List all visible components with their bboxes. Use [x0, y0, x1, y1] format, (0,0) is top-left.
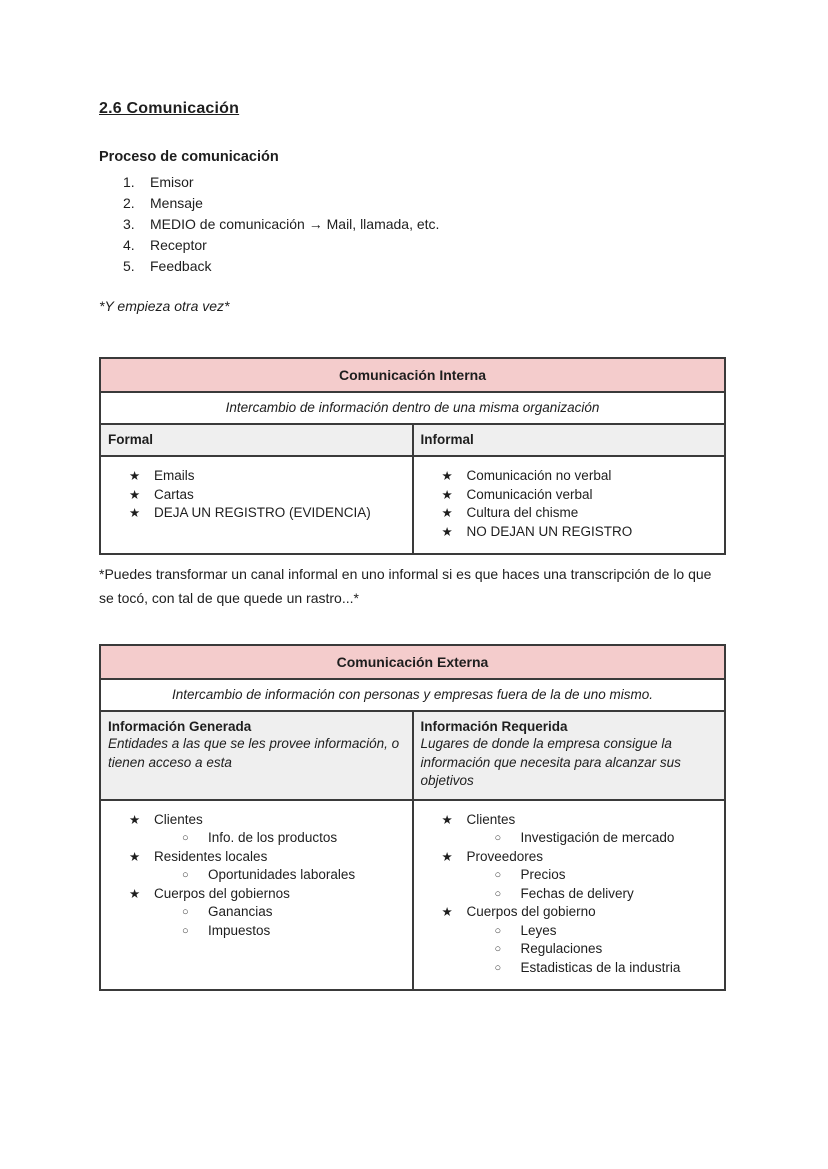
circle-bullet-icon: ○ [494, 924, 502, 937]
step-text: Emisor [150, 174, 194, 190]
formal-list [101, 467, 408, 523]
star-bullet-icon: ★ [441, 487, 453, 502]
table-interna-subtitle: Intercambio de información dentro de una misma organización [100, 392, 725, 424]
list-item [101, 848, 408, 867]
list-subitem [101, 866, 408, 885]
star-bullet-icon: ★ [129, 469, 141, 483]
column-header-text: Información Requerida [420, 719, 568, 734]
informal-list [414, 467, 721, 541]
column-header-info-requerida [413, 711, 726, 800]
list-subitem-text: Impuestos [208, 922, 271, 938]
circle-bullet-icon: ○ [494, 887, 502, 900]
list-item [414, 486, 721, 505]
list-item [414, 523, 721, 542]
list-item-text: DEJA UN REGISTRO (EVIDENCIA) [154, 505, 371, 520]
list-item-text: Comunicación verbal [466, 486, 593, 502]
list-subitem-text: Leyes [520, 922, 557, 938]
list-item [414, 504, 721, 523]
circle-bullet-icon: ○ [494, 943, 502, 955]
circle-bullet-icon: ○ [494, 832, 502, 844]
column-header-formal: Formal [100, 424, 413, 456]
list-subitem-text: Investigación de mercado [520, 830, 675, 845]
list-item-text: Proveedores [466, 848, 544, 864]
step-number: 1. [123, 174, 135, 190]
star-bullet-icon: ★ [129, 506, 141, 520]
table-externa-title: Comunicación Externa [100, 645, 725, 679]
list-subitem-text: Precios [520, 867, 566, 882]
circle-bullet-icon: ○ [182, 869, 189, 881]
column-description: Lugares de donde la empresa consigue la información que necesita para alcanzar sus objetivos [420, 736, 681, 788]
list-subitem [414, 829, 721, 848]
list-subitem-text: Fechas de delivery [520, 885, 634, 901]
cell-formal-items [100, 456, 413, 554]
list-subitem [101, 829, 408, 848]
star-bullet-icon: ★ [441, 469, 453, 483]
list-subitem-text: Ganancias [208, 904, 273, 919]
circle-bullet-icon: ○ [182, 906, 189, 918]
table-externa-subtitle: Intercambio de información con personas y empresas fuera de la de uno mismo. [100, 679, 725, 711]
process-steps-list [99, 172, 728, 277]
list-subitem-text: Regulaciones [520, 941, 603, 956]
list-subitem [101, 922, 408, 941]
process-step [99, 235, 728, 256]
list-subitem [414, 959, 721, 978]
list-subitem-text: Estadisticas de la industria [520, 959, 681, 975]
list-item [101, 467, 408, 486]
list-item [101, 885, 408, 904]
list-item [414, 848, 721, 867]
note-transform: *Puedes transformar un canal informal en uno informal si es que haces una transcripción de lo que se tocó, con tal de que quede un rastro...* [99, 566, 712, 606]
column-header-info-generada [100, 711, 413, 800]
list-item-text: Emails [154, 468, 195, 483]
circle-bullet-icon: ○ [182, 924, 189, 937]
step-text: Feedback [150, 258, 212, 274]
list-item-text: Comunicación no verbal [466, 468, 612, 483]
circle-bullet-icon: ○ [494, 869, 502, 881]
column-header-informal: Informal [413, 424, 726, 456]
step-number: 5. [123, 258, 135, 274]
note-restart: *Y empieza otra vez* [99, 298, 230, 314]
step-number: 2. [123, 195, 135, 211]
list-subitem-text: Oportunidades laborales [208, 867, 356, 882]
star-bullet-icon: ★ [129, 849, 141, 864]
list-item-text: Clientes [154, 811, 203, 827]
step-text: MEDIO de comunicación → Mail, llamada, etc. [150, 216, 440, 232]
circle-bullet-icon: ○ [494, 961, 502, 974]
list-subitem [414, 885, 721, 904]
column-header-text: Información Generada [108, 719, 252, 734]
list-subitem [414, 866, 721, 885]
list-item-text: Cartas [154, 486, 194, 502]
star-bullet-icon: ★ [129, 487, 141, 502]
step-text: Mensaje [150, 195, 203, 211]
list-item [101, 811, 408, 830]
star-bullet-icon: ★ [441, 524, 453, 539]
list-subitem [414, 922, 721, 941]
column-description: Entidades a las que se les provee información, o tienen acceso a esta [108, 736, 400, 770]
cell-informal-items [413, 456, 726, 554]
list-item-text: Residentes locales [154, 848, 268, 864]
table-interna-title: Comunicación Interna [100, 358, 725, 392]
page-title: 2.6 Comunicación [99, 100, 240, 117]
circle-bullet-icon: ○ [182, 832, 189, 844]
star-bullet-icon: ★ [441, 849, 453, 864]
process-step [99, 193, 728, 214]
list-item-text: Cultura del chisme [466, 505, 579, 520]
list-item-text: NO DEJAN UN REGISTRO [466, 523, 633, 539]
star-bullet-icon: ★ [441, 905, 453, 919]
list-item [414, 467, 721, 486]
list-subitem [414, 940, 721, 959]
star-bullet-icon: ★ [129, 812, 141, 827]
process-step [99, 172, 728, 193]
star-bullet-icon: ★ [441, 506, 453, 520]
step-number: 4. [123, 237, 135, 253]
list-item-text: Cuerpos del gobierno [466, 904, 596, 919]
table-comunicacion-externa [99, 644, 726, 991]
list-item-text: Cuerpos del gobiernos [154, 885, 290, 901]
list-item-text: Clientes [466, 811, 516, 827]
info-requerida-list [414, 811, 721, 978]
list-subitem-text: Info. de los productos [208, 830, 338, 845]
star-bullet-icon: ★ [441, 812, 453, 827]
process-step [99, 214, 728, 235]
step-number: 3. [123, 216, 135, 232]
list-subitem [101, 903, 408, 922]
step-text: Receptor [150, 237, 207, 253]
info-generada-list [101, 811, 408, 941]
process-step [99, 256, 728, 277]
list-item [101, 486, 408, 505]
list-item [414, 903, 721, 922]
star-bullet-icon: ★ [129, 886, 141, 901]
cell-info-requerida-items [413, 800, 726, 991]
process-title: Proceso de comunicación [99, 149, 279, 165]
list-item [414, 811, 721, 830]
list-item [101, 504, 408, 523]
table-comunicacion-interna [99, 357, 726, 555]
cell-info-generada-items [100, 800, 413, 991]
